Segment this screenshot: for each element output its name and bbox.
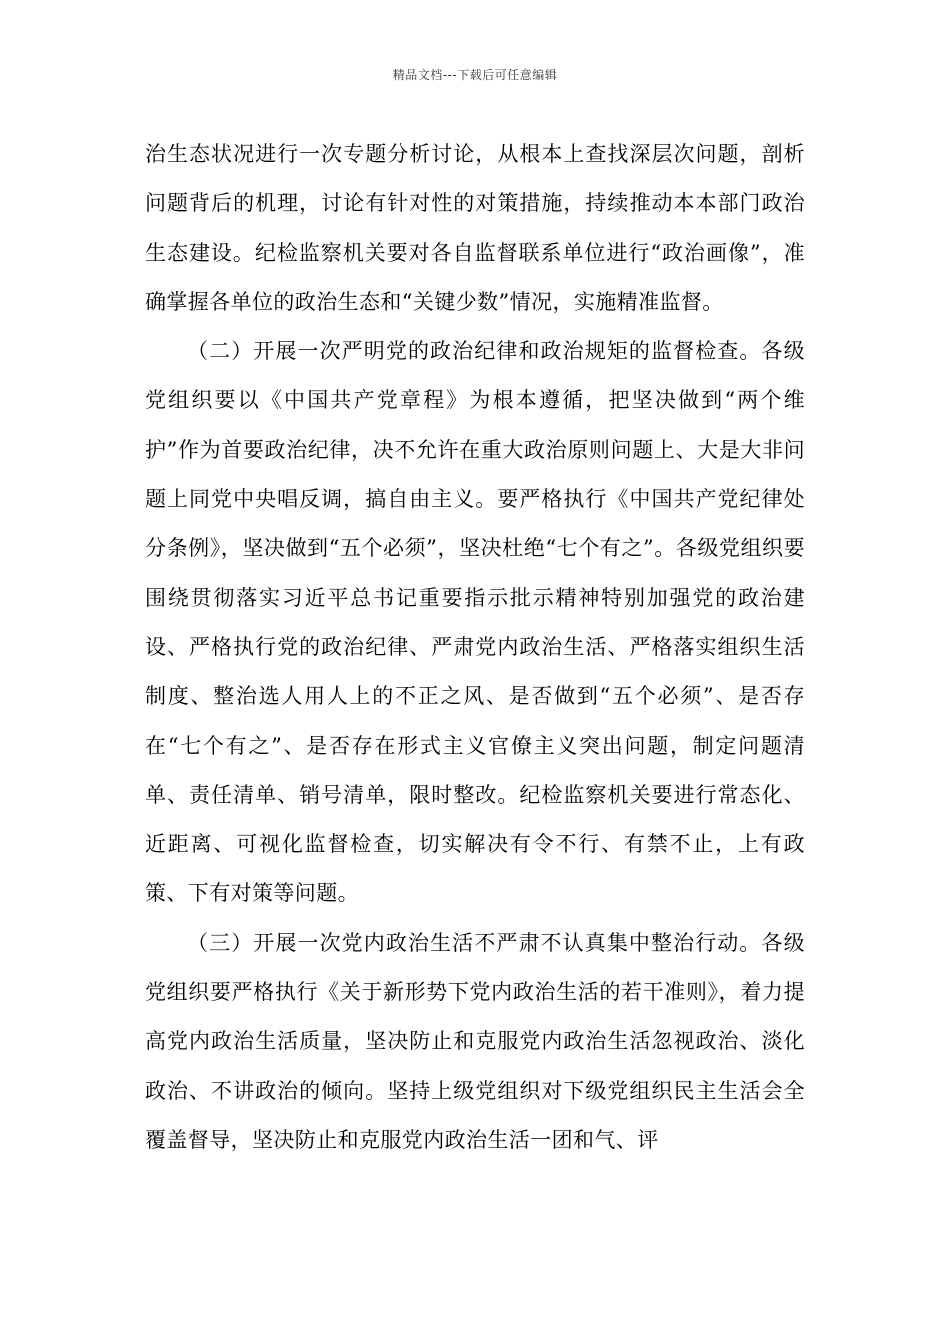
page-header: 精品文档---下载后可任意编辑 bbox=[392, 68, 558, 82]
document-body bbox=[145, 130, 805, 1165]
paragraph-section-2: （二）开展一次严明党的政治纪律和政治规矩的监督检查。各级党组织要以《中国共产党章程》为根本遵循，把坚决做到“两个维护”作为首要政治纪律，决不允许在重大政治原则问题上、大是大非问题上同党中央唱反调，搞自由主义。要严格执行《中国共产党纪律处分条例》，坚决做到“五个必须”，坚决杜绝“七个有之”。各级党组织要围绕贯彻落实习近平总书记重要指示批示精神特别加强党的政治建设、严格执行党的政治纪律、严肃党内政治生活、严格落实组织生活制度、整治选人用人上的不正之风、是否做到“五个必须”、是否存在“七个有之”、是否存在形式主义官僚主义突出问题，制定问题清单、责任清单、销号清单，限时整改。纪检监察机关要进行常态化、近距离、可视化监督检查，切实解决有令不行、有禁不止，上有政策、下有对策等问题。 bbox=[145, 339, 805, 906]
paragraph-section-3: （三）开展一次党内政治生活不严肃不认真集中整治行动。各级党组织要严格执行《关于新形势下党内政治生活的若干准则》，着力提高党内政治生活质量，坚决防止和克服党内政治生活忽视政治、淡化政治、不讲政治的倾向。坚持上级党组织对下级党组织民主生活会全覆盖督导，坚决防止和克服党内政治生活一团和气、评 bbox=[145, 930, 805, 1152]
paragraph-continuation: 治生态状况进行一次专题分析讨论，从根本上查找深层次问题，剖析问题背后的机理，讨论有针对性的对策措施，持续推动本本部门政治生态建设。纪检监察机关要对各自监督联系单位进行“政治画像”，准确掌握各单位的政治生态和“关键少数”情况，实施精准监督。 bbox=[145, 142, 805, 314]
